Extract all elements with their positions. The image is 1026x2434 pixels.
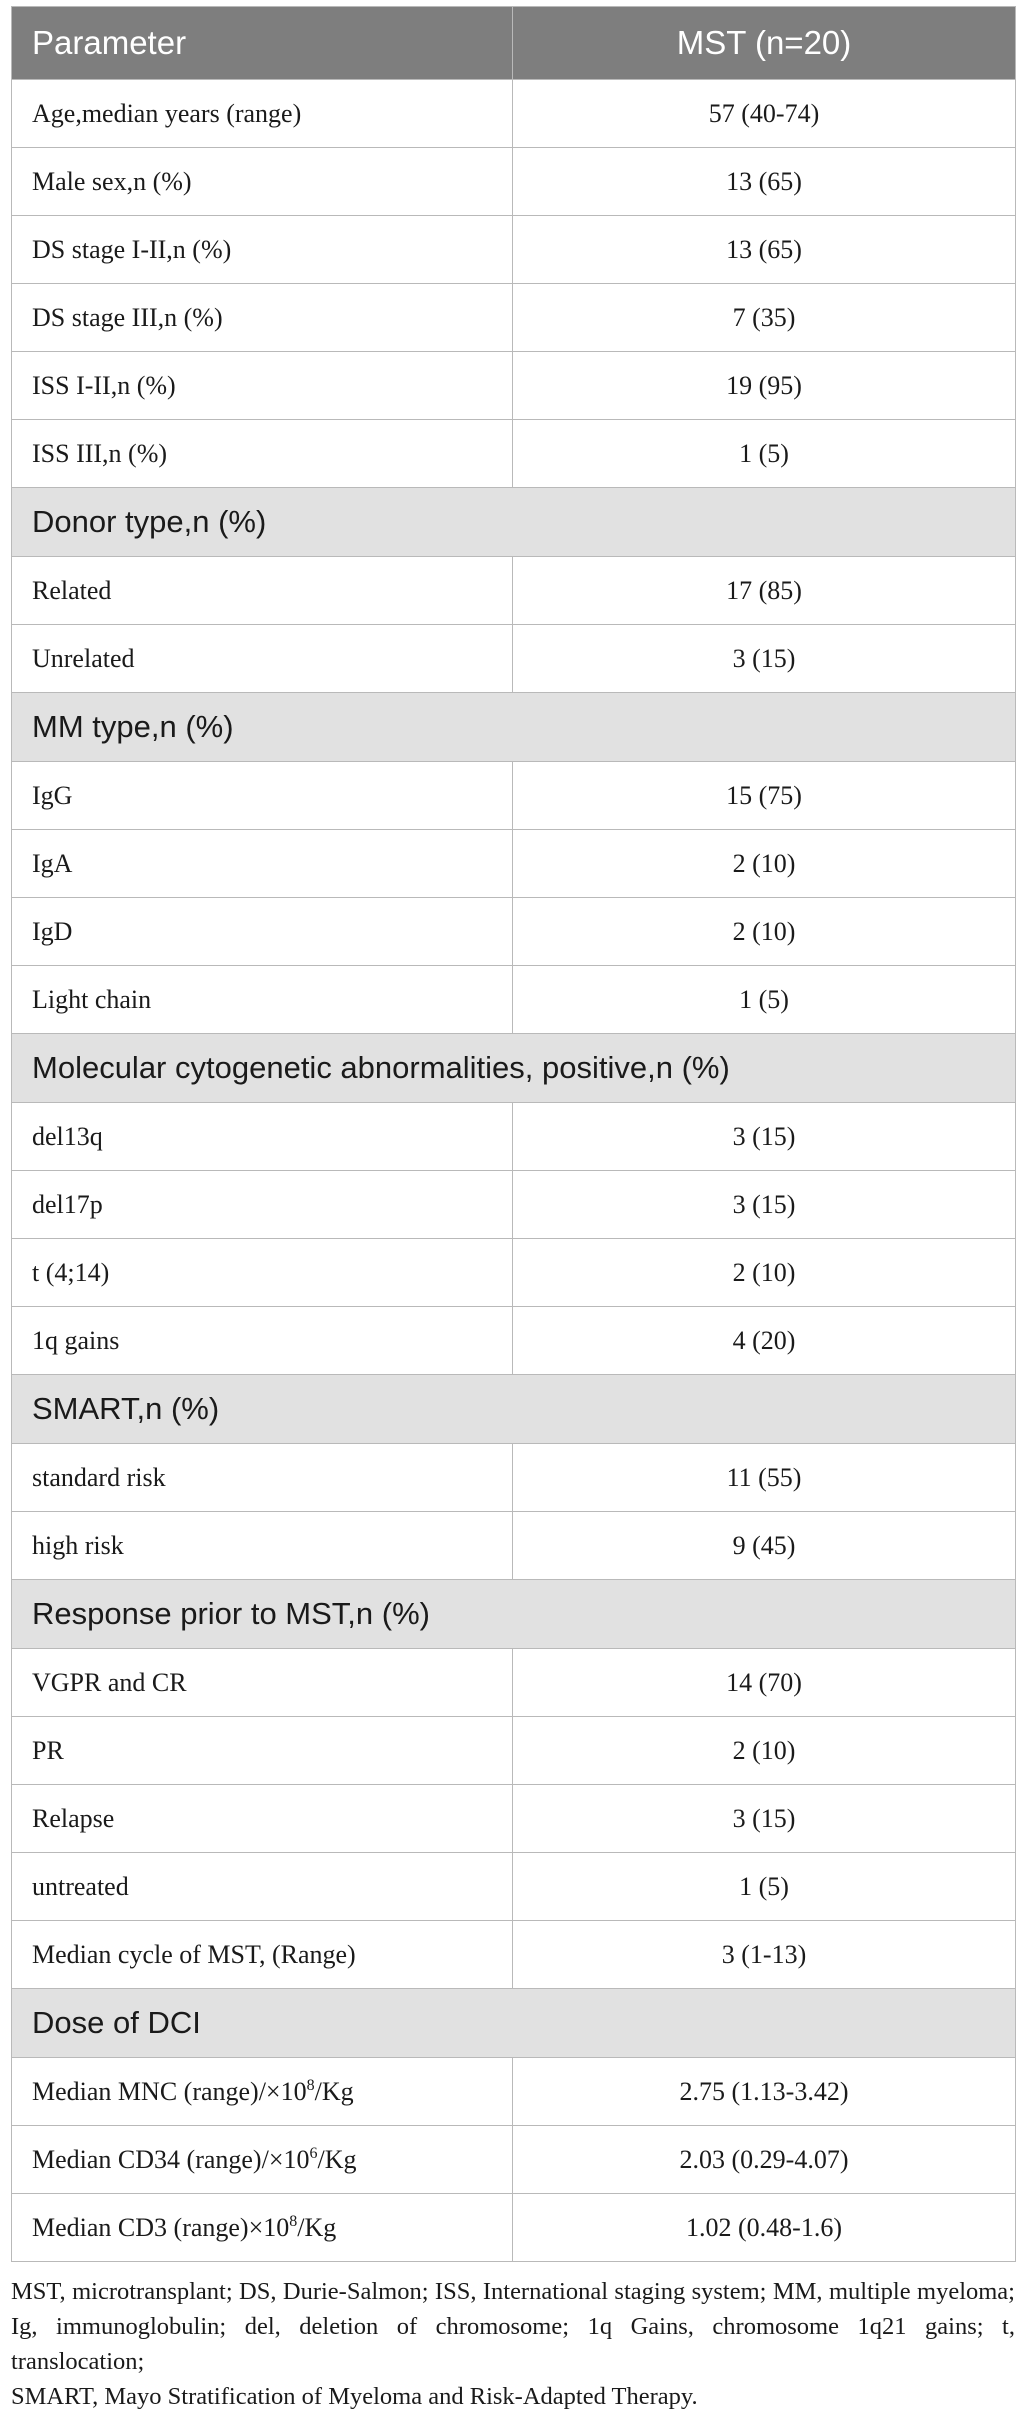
patient-characteristics-table: [11, 6, 1016, 2262]
row-label: Light chain: [12, 966, 513, 1034]
table-row: [12, 557, 1016, 625]
row-label: Age,median years (range): [12, 80, 513, 148]
row-value: 9 (45): [513, 1512, 1016, 1580]
table-row: [12, 148, 1016, 216]
table-container: [11, 6, 1015, 2414]
row-value: 3 (15): [513, 1785, 1016, 1853]
row-value: 17 (85): [513, 557, 1016, 625]
row-value: 7 (35): [513, 284, 1016, 352]
row-label: Relapse: [12, 1785, 513, 1853]
table-row: [12, 1921, 1016, 1989]
row-label: standard risk: [12, 1444, 513, 1512]
row-label: ISS I-II,n (%): [12, 352, 513, 420]
row-value: 2 (10): [513, 830, 1016, 898]
section-row-molecular: [12, 1034, 1016, 1103]
row-value: 2 (10): [513, 898, 1016, 966]
row-label: Median CD3 $(range)\times 10^8/Kg$: [12, 2194, 513, 2262]
header-row: [12, 7, 1016, 80]
row-label: Male sex,n (%): [12, 148, 513, 216]
table-row: [12, 1239, 1016, 1307]
row-label: high risk: [12, 1512, 513, 1580]
row-label: IgD: [12, 898, 513, 966]
header-parameter: Parameter: [12, 7, 513, 80]
row-label: Median cycle of MST, (Range): [12, 1921, 513, 1989]
table-row: [12, 2126, 1016, 2194]
row-value: 3 (1-13): [513, 1921, 1016, 1989]
section-heading: MM type,n (%): [12, 693, 1016, 762]
table-row: [12, 80, 1016, 148]
table-row: [12, 284, 1016, 352]
section-heading: Molecular cytogenetic abnormalities, positive,n (%): [12, 1034, 1016, 1103]
row-label: VGPR and CR: [12, 1649, 513, 1717]
table-row: [12, 1171, 1016, 1239]
table-row: [12, 966, 1016, 1034]
row-label: Median MNC $(range)/\times 10^8/Kg$: [12, 2058, 513, 2126]
row-label: untreated: [12, 1853, 513, 1921]
table-row: [12, 1785, 1016, 1853]
row-label: DS stage III,n (%): [12, 284, 513, 352]
row-label: del13q: [12, 1103, 513, 1171]
row-label: IgG: [12, 762, 513, 830]
footnote-last-line: SMART, Mayo Stratification of Myeloma and Risk-Adapted Therapy.: [11, 2383, 698, 2410]
row-label: ISS III,n (%): [12, 420, 513, 488]
table-row: [12, 216, 1016, 284]
section-row-dose: [12, 1989, 1016, 2058]
row-value: 11 (55): [513, 1444, 1016, 1512]
row-value: 3 (15): [513, 625, 1016, 693]
table-row: [12, 2058, 1016, 2126]
table-row: [12, 1649, 1016, 1717]
row-label: del17p: [12, 1171, 513, 1239]
row-value: 14 (70): [513, 1649, 1016, 1717]
table-row: [12, 1103, 1016, 1171]
row-value: 19 (95): [513, 352, 1016, 420]
table-footnote: [11, 2274, 1015, 2414]
row-label: 1q gains: [12, 1307, 513, 1375]
row-label: PR: [12, 1717, 513, 1785]
table-row: [12, 352, 1016, 420]
row-value: 2.03 (0.29-4.07): [513, 2126, 1016, 2194]
row-value: 1 (5): [513, 966, 1016, 1034]
row-value: 2 (10): [513, 1239, 1016, 1307]
table-row: [12, 830, 1016, 898]
table-row: [12, 1853, 1016, 1921]
row-value: 15 (75): [513, 762, 1016, 830]
section-heading: Response prior to MST,n (%): [12, 1580, 1016, 1649]
row-label: Unrelated: [12, 625, 513, 693]
row-value: 1.02 (0.48-1.6): [513, 2194, 1016, 2262]
table-row: [12, 762, 1016, 830]
table-row: [12, 1307, 1016, 1375]
section-row-response: [12, 1580, 1016, 1649]
section-row-smart: [12, 1375, 1016, 1444]
section-heading: Donor type,n (%): [12, 488, 1016, 557]
table-row: [12, 1444, 1016, 1512]
row-value: 13 (65): [513, 148, 1016, 216]
row-value: 2.75 (1.13-3.42): [513, 2058, 1016, 2126]
row-label: IgA: [12, 830, 513, 898]
section-row-donor-type: [12, 488, 1016, 557]
row-value: 13 (65): [513, 216, 1016, 284]
row-value: 1 (5): [513, 1853, 1016, 1921]
footnote-text: MST, microtransplant; DS, Durie-Salmon; ISS, International staging system; MM, multiple myeloma; Ig, immunoglobulin; del, deletion of chromosome; 1q Gains, chromosome 1q21 gains; t, translocation;: [11, 2278, 1015, 2375]
row-value: 57 (40-74): [513, 80, 1016, 148]
section-heading: Dose of DCI: [12, 1989, 1016, 2058]
row-value: 2 (10): [513, 1717, 1016, 1785]
table-row: [12, 625, 1016, 693]
row-value: 4 (20): [513, 1307, 1016, 1375]
row-value: 3 (15): [513, 1171, 1016, 1239]
header-mst: MST (n=20): [513, 7, 1016, 80]
table-row: [12, 1717, 1016, 1785]
row-value: 1 (5): [513, 420, 1016, 488]
row-label: t (4;14): [12, 1239, 513, 1307]
row-label: Median CD34 $(range)/\times 10^6/Kg$: [12, 2126, 513, 2194]
section-heading: SMART,n (%): [12, 1375, 1016, 1444]
table-row: [12, 898, 1016, 966]
row-label: Related: [12, 557, 513, 625]
row-value: 3 (15): [513, 1103, 1016, 1171]
section-row-mm-type: [12, 693, 1016, 762]
table-row: [12, 2194, 1016, 2262]
row-label: DS stage I-II,n (%): [12, 216, 513, 284]
table-row: [12, 420, 1016, 488]
table-row: [12, 1512, 1016, 1580]
